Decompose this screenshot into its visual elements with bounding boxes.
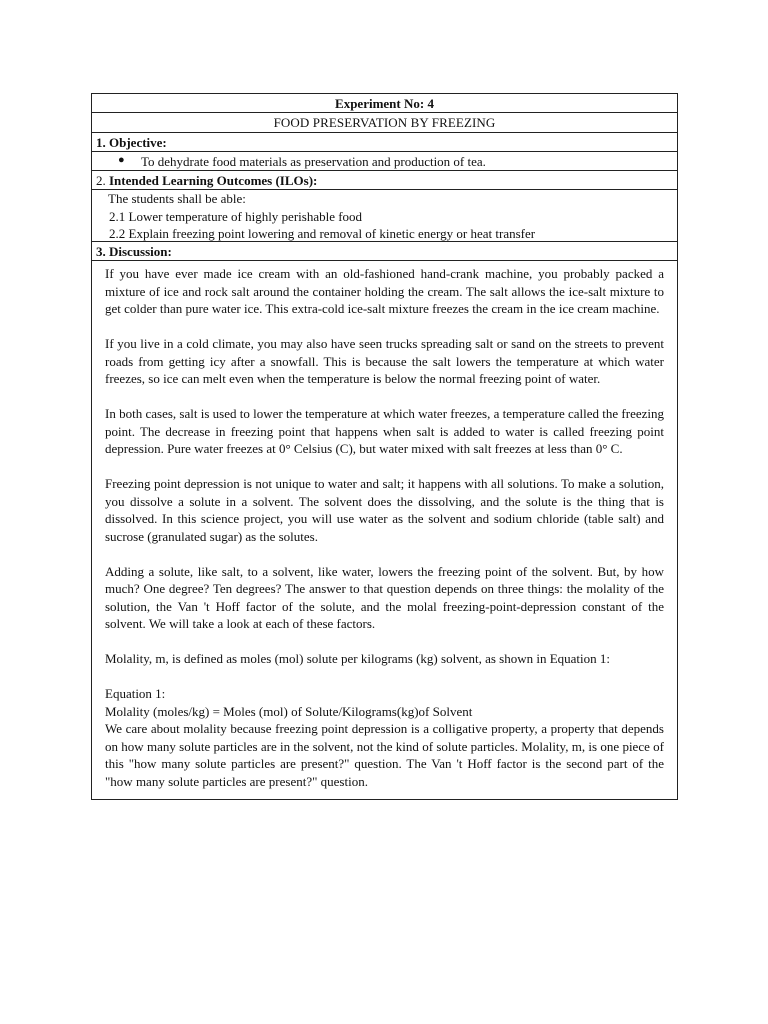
- discussion-heading: [92, 242, 677, 261]
- ilo-item: 2.2 Explain freezing point lowering and removal of kinetic energy or heat transfer: [109, 226, 536, 241]
- ilo-intro: The students shall be able:: [108, 191, 246, 206]
- objective-heading: [92, 133, 677, 152]
- discussion-paragraph: If you have ever made ice cream with an old-fashioned hand-crank machine, you probably packed a mixture of ice and rock salt around the container holding the cream. The salt allows the ice-salt mixture to get colder than pure water ice. This extra-cold ice-salt mixture freezes the cream in the ice cream machine.: [105, 266, 664, 316]
- experiment-sheet: [91, 93, 678, 800]
- ilo-item: 2.1 Lower temperature of highly perishable food: [109, 208, 363, 224]
- experiment-number: Experiment No: 4: [335, 96, 434, 111]
- discussion-heading-number: 3.: [96, 244, 106, 259]
- ilo-heading-number: 2.: [96, 173, 106, 188]
- ilo-heading-label: Intended Learning Outcomes (ILOs):: [109, 173, 318, 188]
- discussion-paragraph: Adding a solute, like salt, to a solvent, like water, lowers the freezing point of the solvent. But, by how much? One degree? Ten degrees? The answer to that question depends on three things: the molality of the solution, the Van 't Hoff factor of the solute, and the molal freezing-point-depression constant of the solvent. We will take a look at each of these factors.: [105, 563, 664, 631]
- discussion-body: [92, 261, 677, 799]
- ilo-list: [92, 190, 677, 242]
- objective-heading-label: Objective:: [109, 135, 167, 150]
- experiment-number-row: [92, 94, 677, 113]
- objective-item: [92, 152, 677, 171]
- ilo-heading: [92, 171, 677, 190]
- discussion-paragraph: We care about molality because freezing point depression is a colligative property, a property that depends on how many solute particles are in the solvent, not the kind of solute particles. Molality, m, is one piece of this "how many solute particles are present?" question. The Van 't Hoff factor is the second part of the "how many solute particles are present?" question.: [105, 721, 664, 789]
- objective-text: To dehydrate food materials as preservation and production of tea.: [141, 154, 486, 169]
- discussion-paragraph: Molality, m, is defined as moles (mol) solute per kilograms (kg) solvent, as shown in Equation 1:: [105, 651, 611, 666]
- experiment-title: FOOD PRESERVATION BY FREEZING: [273, 115, 496, 130]
- discussion-paragraph: If you live in a cold climate, you may also have seen trucks spreading salt or sand on the streets to prevent roads from getting icy after a snowfall. This is because the salt lowers the temperature at which water freezes, so ice can melt even when the temperature is below the normal freezing point of water.: [105, 336, 664, 386]
- experiment-title-row: [92, 113, 677, 133]
- discussion-paragraph: In both cases, salt is used to lower the temperature at which water freezes, a temperature called the freezing point. The decrease in freezing point that happens when salt is added to water is called freezing point depression. Pure water freezes at 0° Celsius (C), but water mixed with salt freezes at less than 0° C.: [105, 406, 664, 456]
- bullet-icon: ●: [118, 154, 125, 166]
- equation-text: Molality (moles/kg) = Moles (mol) of Solute/Kilograms(kg)of Solvent: [105, 703, 473, 719]
- discussion-paragraph: Freezing point depression is not unique to water and salt; it happens with all solutions. To make a solution, you dissolve a solute in a solvent. The solvent does the dissolving, and the solute is the thing that is dissolved. In this science project, you will use water as the solvent and sodium chloride (table salt) and sucrose (granulated sugar) as the solutes.: [105, 476, 664, 544]
- objective-heading-number: 1.: [96, 135, 106, 150]
- discussion-heading-label: Discussion:: [109, 244, 172, 259]
- equation-label: Equation 1:: [105, 686, 166, 701]
